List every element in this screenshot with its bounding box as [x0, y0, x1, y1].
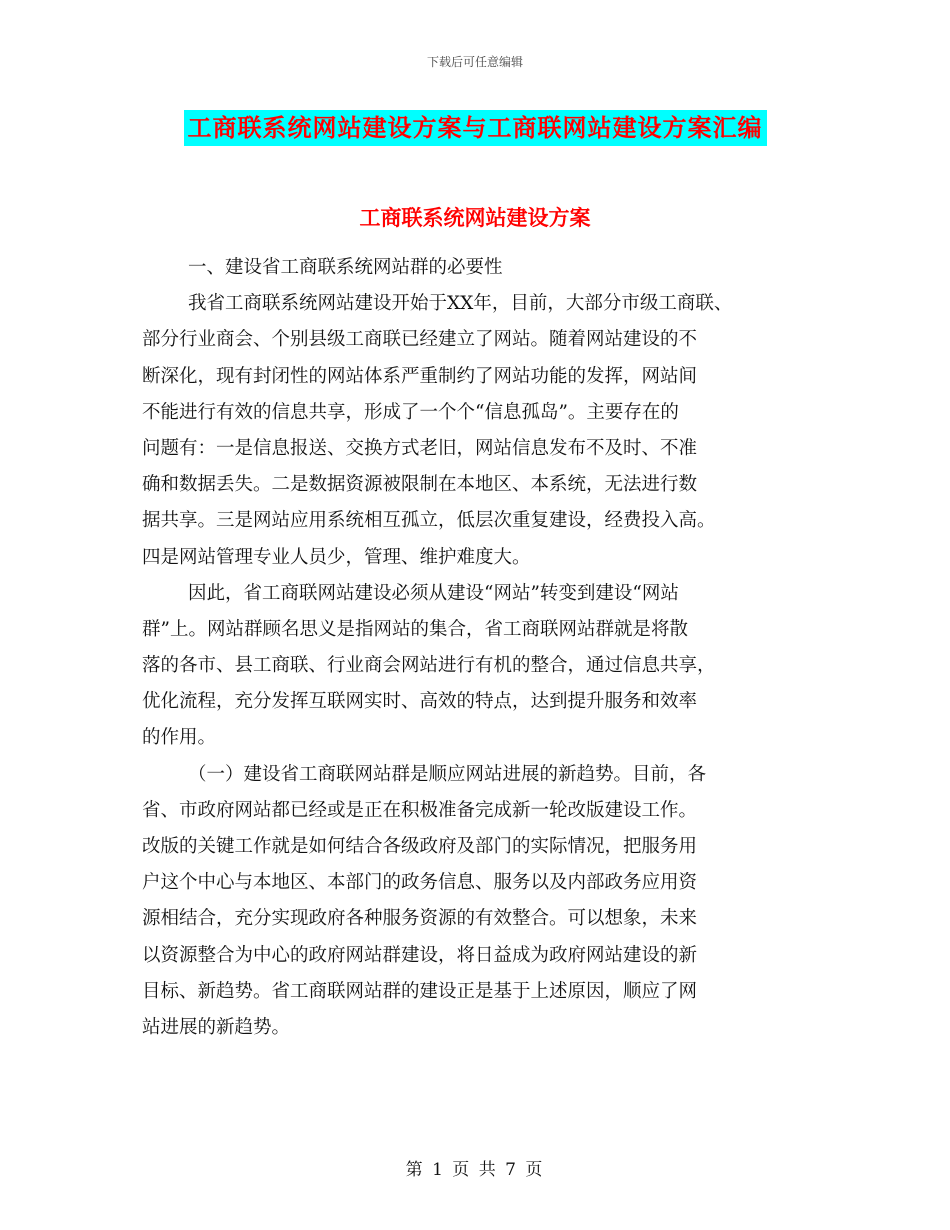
text-line: （一）建设省工商联网站群是顺应网站进展的新趋势。目前，各 — [188, 763, 707, 785]
text-line: 断深化，现有封闭性的网站体系严重制约了网站功能的发挥，网站间 — [142, 365, 698, 387]
section-title: 工商联系统网站建设方案 — [359, 205, 591, 230]
text-line: 部分行业商会、个别县级工商联已经建立了网站。随着网站建设的不 — [142, 329, 698, 351]
text-line: 的作用。 — [142, 727, 217, 749]
page-number-footer: 第 1 页 共 7 页 — [405, 1160, 545, 1180]
text-line: 目标、新趋势。省工商联网站群的建设正是基于上述原因，顺应了网 — [142, 980, 698, 1002]
text-line: 四是网站管理专业人员少，管理、维护难度大。 — [142, 546, 531, 568]
text-line: 户这个中心与本地区、本部门的政务信息、服务以及内部政务应用资 — [142, 872, 698, 894]
text-line: 问题有：一是信息报送、交换方式老旧，网站信息发布不及时、不准 — [142, 437, 698, 459]
text-line: 据共享。三是网站应用系统相互孤立，低层次重复建设，经费投入高。 — [142, 510, 716, 532]
text-line: 确和数据丢失。二是数据资源被限制在本地区、本系统，无法进行数 — [142, 474, 698, 496]
body-text — [142, 250, 822, 1046]
text-line: 不能进行有效的信息共享，形成了一个个“信息孤岛”。主要存在的 — [142, 401, 679, 423]
text-line: 一、建设省工商联系统网站群的必要性 — [188, 257, 503, 278]
text-line: 我省工商联系统网站建设开始于XX年，目前，大部分市级工商联、 — [188, 293, 733, 315]
text-line: 群”上。网站群顾名思义是指网站的集合，省工商联网站群就是将散 — [142, 618, 688, 640]
text-line: 落的各市、县工商联、行业商会网站进行有机的整合，通过信息共享， — [142, 655, 716, 677]
header-note: 下载后可任意编辑 — [426, 55, 523, 69]
text-line: 省、市政府网站都已经或是正在积极准备完成新一轮改版建设工作。 — [142, 799, 698, 821]
text-line: 源相结合，充分实现政府各种服务资源的有效整合。可以想象，未来 — [142, 908, 698, 930]
text-line: 优化流程，充分发挥互联网实时、高效的特点，达到提升服务和效率 — [142, 691, 698, 713]
main-title-container — [0, 110, 950, 146]
text-line: 因此，省工商联网站建设必须从建设“网站”转变到建设“网站 — [188, 582, 679, 604]
main-title: 工商联系统网站建设方案与工商联网站建设方案汇编 — [184, 110, 767, 146]
text-line: 以资源整合为中心的政府网站群建设，将日益成为政府网站建设的新 — [142, 944, 698, 966]
text-line: 站进展的新趋势。 — [142, 1016, 291, 1038]
text-line: 改版的关键工作就是如何结合各级政府及部门的实际情况，把服务用 — [142, 836, 698, 857]
